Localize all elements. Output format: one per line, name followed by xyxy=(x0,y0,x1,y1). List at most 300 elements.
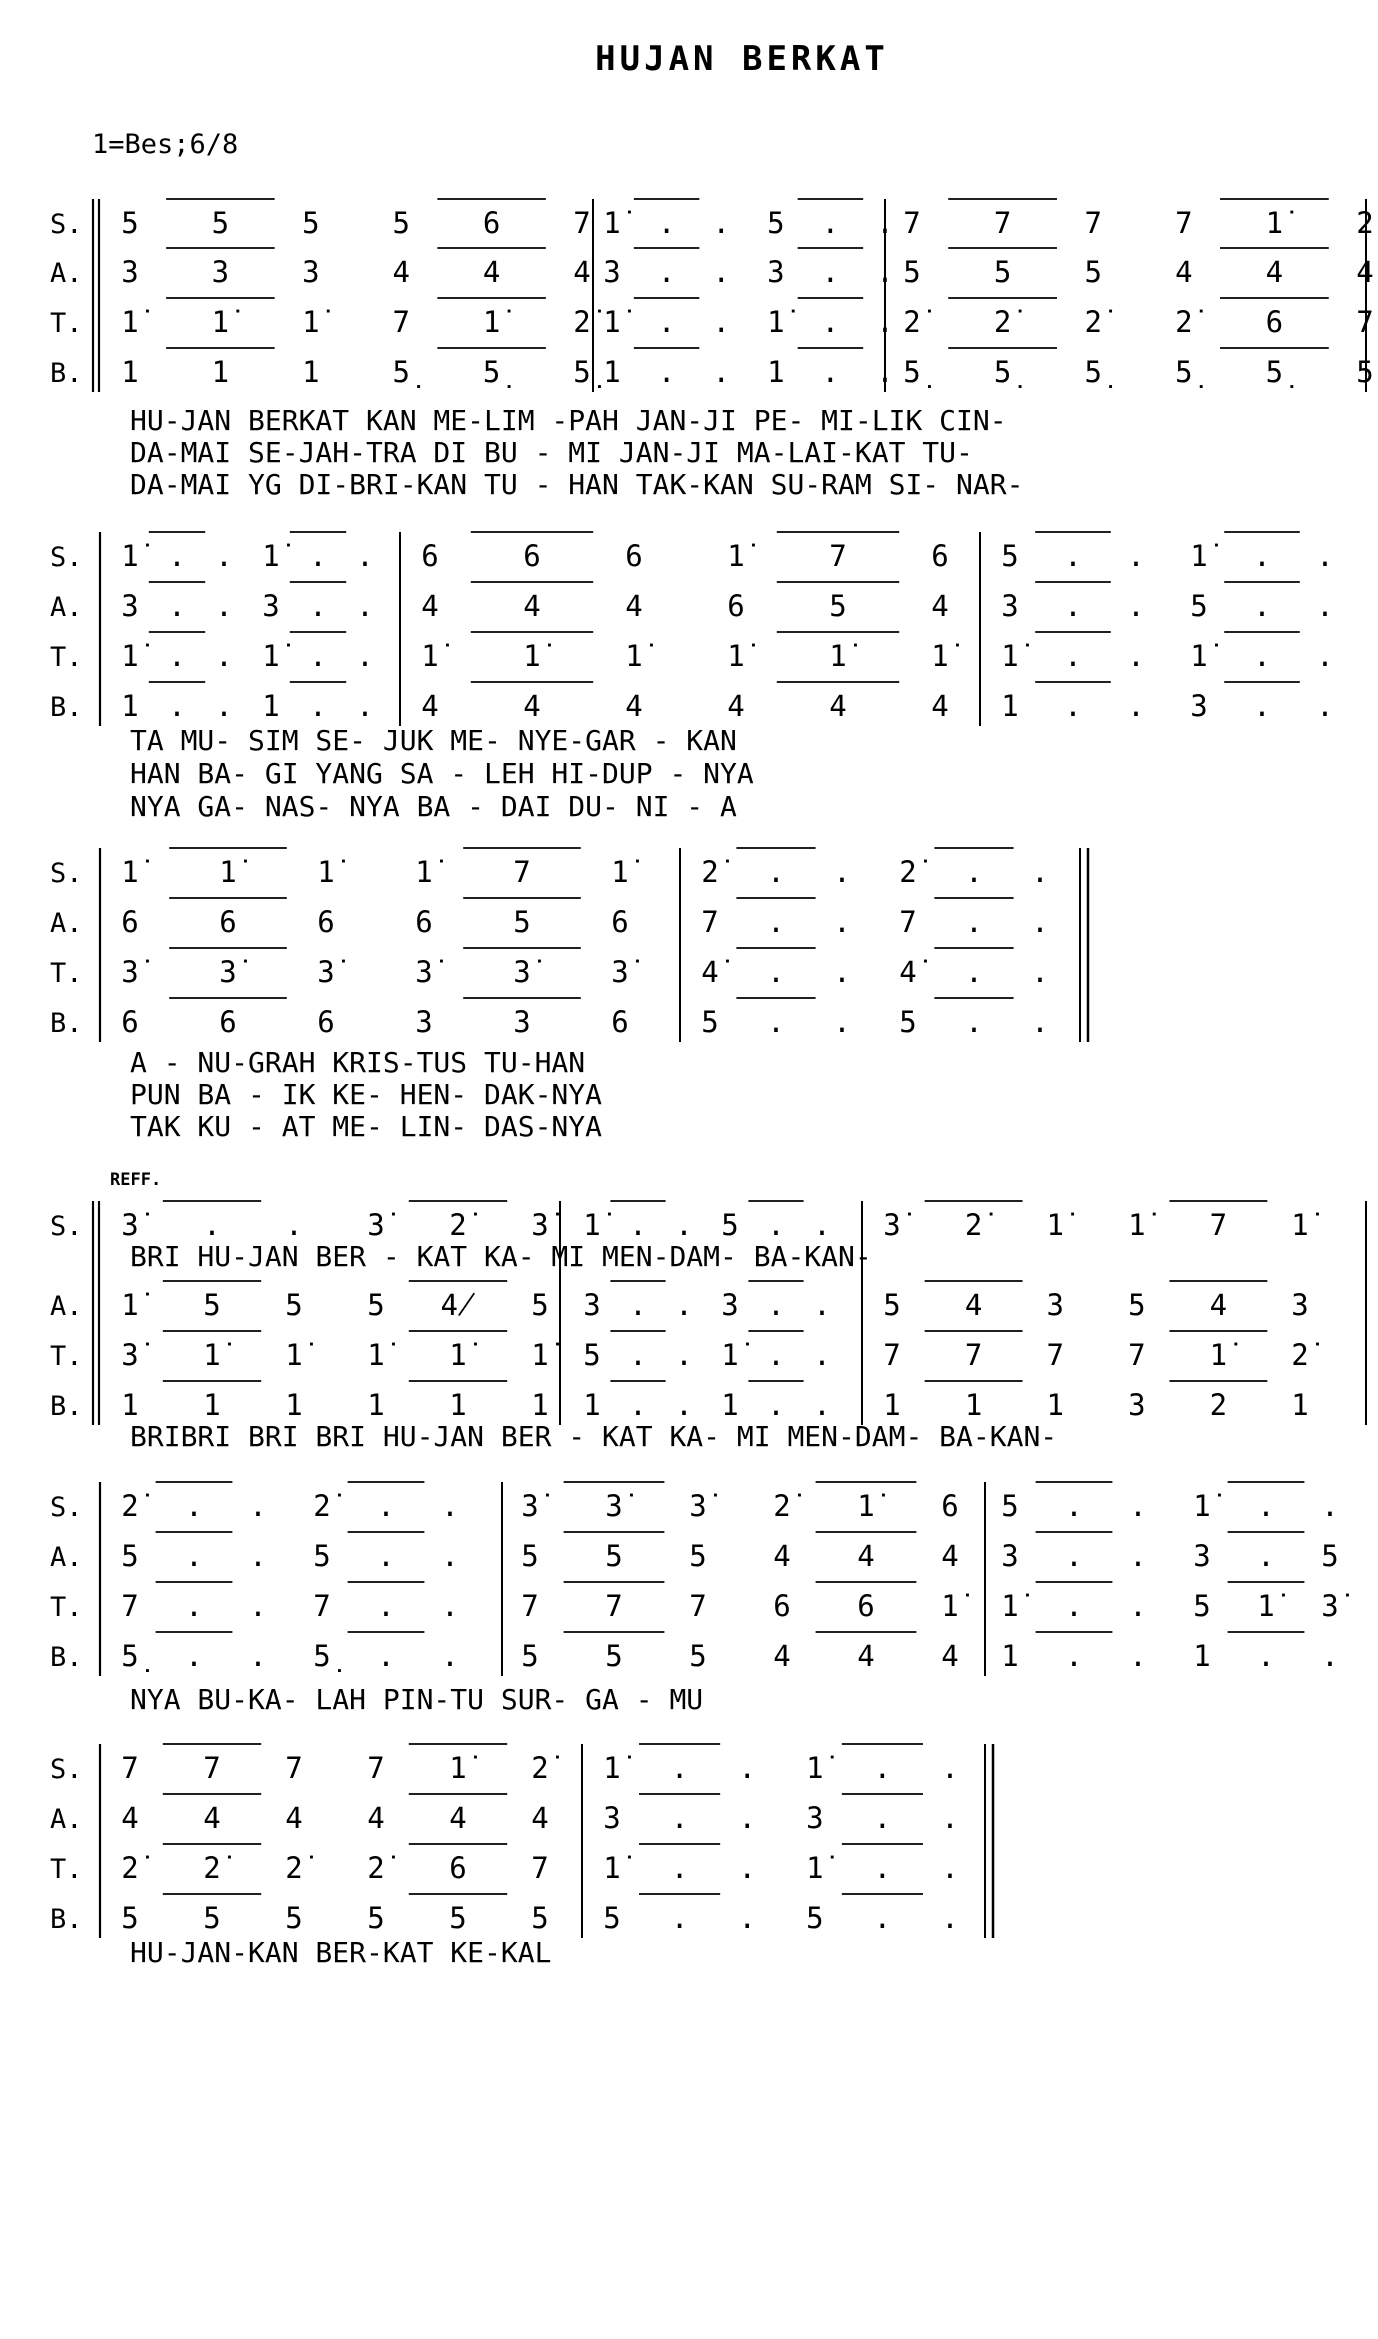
voice-3-note: 5 xyxy=(367,1901,385,1935)
voice-2-note: . xyxy=(767,1388,785,1422)
key-signature: 1=Bes;6/8 xyxy=(92,129,239,160)
voice-0-note: . xyxy=(1129,1489,1147,1523)
voice-3-note: 6 xyxy=(121,1005,139,1039)
voice-label: S. xyxy=(50,1492,83,1523)
voice-3-note: 1 xyxy=(1193,1639,1211,1673)
voice-1-note: 3 xyxy=(767,255,785,289)
voice-3-note: . xyxy=(876,355,894,389)
voice-label: T. xyxy=(50,1341,83,1372)
voice-1-note: 4 xyxy=(523,589,541,623)
voice-1-note: . xyxy=(965,905,983,939)
voice-1-note: 5 xyxy=(313,1539,331,1573)
voice-2-note: 2̇ xyxy=(1084,305,1102,339)
voice-label-s: S. xyxy=(50,1211,83,1242)
voice-3-note: 3 xyxy=(415,1005,433,1039)
voice-1-note: . xyxy=(441,1539,459,1573)
voice-1-note: 1̇ xyxy=(721,1338,739,1372)
voice-1-note: . xyxy=(168,589,186,623)
voice-2-note: . xyxy=(1064,639,1082,673)
voice-1-note: 6 xyxy=(415,905,433,939)
voice-label: A. xyxy=(50,592,83,623)
voice-0-note: 1̇ xyxy=(219,855,237,889)
voice-3-note: . xyxy=(712,355,730,389)
soprano-note: 3̇ xyxy=(121,1208,139,1242)
voice-1-note: 4 xyxy=(285,1801,303,1835)
voice-1-note: . xyxy=(185,1539,203,1573)
voice-2-note: . xyxy=(876,305,894,339)
voice-1-note: 3 xyxy=(262,589,280,623)
voice-0-note: 1̇ xyxy=(415,855,433,889)
voice-0-note: 6 xyxy=(523,539,541,573)
voice-0-note: 1̇ xyxy=(1193,1489,1211,1523)
voice-2-note: 2̇ xyxy=(1175,305,1193,339)
voice-1-note: 7 xyxy=(899,905,917,939)
voice-3-note: 5̣ xyxy=(482,355,501,389)
voice-3-note: 4 xyxy=(773,1639,791,1673)
voice-2-note: 6 xyxy=(449,1851,467,1885)
voice-3-note: 4 xyxy=(523,689,541,723)
voice-2-note: . xyxy=(833,955,851,989)
voice-label: S. xyxy=(50,542,83,573)
voice-1-note: . xyxy=(941,1801,959,1835)
voice-3-note: 5 xyxy=(605,1639,623,1673)
voice-0-note: . xyxy=(767,1288,785,1322)
soprano-note: 1̇ xyxy=(1291,1208,1309,1242)
voice-3-note: 5̣ xyxy=(121,1639,139,1673)
voice-0-note: 1̇ xyxy=(857,1489,875,1523)
voice-2-note: 2̇ xyxy=(367,1851,385,1885)
lyric-line: HU-JAN BERKAT KAN ME-LIM -PAH JAN-JI PE- MI-LIK CIN- xyxy=(130,404,1007,437)
voice-2-note: 7 xyxy=(1356,305,1374,339)
voice-0-note: . xyxy=(249,1489,267,1523)
voice-2-note: . xyxy=(168,639,186,673)
voice-1-note: 7 xyxy=(883,1338,901,1372)
voice-2-note: 1̇ xyxy=(1001,1589,1019,1623)
voice-2-note: . xyxy=(873,1851,892,1885)
voice-2-note: 1 xyxy=(449,1388,467,1422)
lyric-line: PUN BA - IK KE- HEN- DAK-NYA xyxy=(130,1078,603,1111)
voice-3-note: 4 xyxy=(931,689,949,723)
voice-3-note: 5̣ xyxy=(1356,355,1374,389)
voice-0-note: 1̇ xyxy=(806,1751,824,1785)
voice-1-note: . xyxy=(1065,1539,1083,1573)
voice-3-note: . xyxy=(941,1901,959,1935)
voice-3-note: 6 xyxy=(219,1005,237,1039)
voice-3-note: . xyxy=(670,1901,689,1935)
voice-3-note: . xyxy=(965,1005,983,1039)
voice-3-note: 5 xyxy=(806,1901,824,1935)
voice-1-note: 1̇ xyxy=(449,1338,467,1372)
voice-2-note: 1̇ xyxy=(727,639,745,673)
voice-1-note: 4 xyxy=(1356,255,1374,289)
voice-0-note: 2̇ xyxy=(531,1751,549,1785)
voice-1-note: 6 xyxy=(727,589,745,623)
voice-label: T. xyxy=(50,642,83,673)
voice-2-note: . xyxy=(309,639,327,673)
voice-3-note: . xyxy=(1065,1639,1083,1673)
voice-2-note: 1̇ xyxy=(482,305,501,339)
voice-2-note: 4̇ xyxy=(701,955,719,989)
voice-0-note: 7 xyxy=(367,1751,385,1785)
voice-0-note: 4 xyxy=(964,1288,983,1322)
voice-2-note: . xyxy=(1253,639,1271,673)
voice-0-note: 1̇ xyxy=(611,855,629,889)
voice-3-note: 4 xyxy=(421,689,439,723)
voice-3-note: . xyxy=(1064,689,1082,723)
voice-2-note: 1̇ xyxy=(211,305,230,339)
voice-label: S. xyxy=(50,1754,83,1785)
voice-2-note: . xyxy=(670,1851,689,1885)
voice-2-note: 2̇ xyxy=(993,305,1012,339)
voice-label: B. xyxy=(50,692,83,723)
voice-1-note: 6 xyxy=(317,905,335,939)
voice-1-note: 1̇ xyxy=(203,1338,221,1372)
voice-0-note: 7 xyxy=(903,206,921,240)
voice-1-note: 4 xyxy=(421,589,439,623)
voice-0-note: . xyxy=(833,855,851,889)
soprano-note: . xyxy=(203,1208,221,1242)
voice-3-note: 1 xyxy=(302,355,320,389)
lyric-line: TA MU- SIM SE- JUK ME- NYE-GAR - KAN xyxy=(130,724,737,757)
voice-1-note: . xyxy=(833,905,851,939)
voice-2-note: 1̇ xyxy=(523,639,541,673)
voice-0-note: . xyxy=(168,539,186,573)
voice-3-note: 5 xyxy=(521,1639,539,1673)
voice-1-note: 1̇ xyxy=(531,1338,549,1372)
voice-2-note: . xyxy=(1031,955,1049,989)
lyric-line: HAN BA- GI YANG SA - LEH HI-DUP - NYA xyxy=(130,757,754,790)
voice-1-note: 5 xyxy=(583,1338,601,1372)
voice-3-note: 4 xyxy=(727,689,745,723)
voice-0-note: 4 xyxy=(1209,1288,1228,1322)
voice-0-note: 5 xyxy=(1001,539,1019,573)
voice-0-note: 5 xyxy=(531,1288,549,1322)
voice-3-note: 1 xyxy=(1001,689,1019,723)
voice-0-note: 7 xyxy=(285,1751,303,1785)
voice-1-note: 3 xyxy=(603,255,621,289)
voice-2-note: . xyxy=(215,639,233,673)
voice-3-note: . xyxy=(356,689,374,723)
voice-label: B. xyxy=(50,358,83,389)
voice-1-note: . xyxy=(712,255,730,289)
voice-1-note: . xyxy=(1316,589,1334,623)
reff-label: REFF. xyxy=(110,1170,162,1190)
voice-0-note: 3 xyxy=(721,1288,739,1322)
voice-0-note: 1̇ xyxy=(449,1751,467,1785)
voice-1-note: 4 xyxy=(449,1801,467,1835)
voice-3-note: 6 xyxy=(611,1005,629,1039)
voice-2-note: 3̇ xyxy=(121,955,139,989)
voice-1-note: . xyxy=(309,589,327,623)
voice-1-note: 4 xyxy=(857,1539,875,1573)
soprano-note: . xyxy=(767,1208,785,1242)
voice-1-note: 3 xyxy=(1001,589,1019,623)
voice-0-note: 7 xyxy=(1175,206,1193,240)
voice-label: T. xyxy=(50,308,83,339)
soprano-note: 5 xyxy=(721,1208,739,1242)
voice-1-note: . xyxy=(1064,589,1082,623)
voice-2-note: . xyxy=(1129,1589,1147,1623)
voice-0-note: 3 xyxy=(1291,1288,1309,1322)
voice-1-note: . xyxy=(629,1338,647,1372)
voice-2-note: 1 xyxy=(583,1388,601,1422)
soprano-note: 2̇ xyxy=(449,1208,467,1242)
voice-1-note: 4 xyxy=(931,589,949,623)
voice-2-note: 6 xyxy=(773,1589,791,1623)
voice-1-note: 4 xyxy=(573,255,591,289)
voice-1-note: 5 xyxy=(903,255,921,289)
voice-0-note: . xyxy=(712,206,730,240)
voice-2-note: . xyxy=(356,639,374,673)
voice-2-note: 1̇ xyxy=(625,639,643,673)
voice-2-note: . xyxy=(813,1388,831,1422)
voice-1-note: 4 xyxy=(531,1801,549,1835)
voice-3-note: 1 xyxy=(262,689,280,723)
voice-1-note: 3 xyxy=(121,255,139,289)
voice-3-note: . xyxy=(168,689,186,723)
voice-1-note: . xyxy=(1129,1539,1147,1573)
voice-0-note: 2̇ xyxy=(899,855,917,889)
voice-0-note: . xyxy=(1031,855,1049,889)
lyric-line: BRI HU-JAN BER - KAT KA- MI MEN-DAM- BA-KAN- xyxy=(130,1240,872,1273)
voice-1-note: . xyxy=(657,255,676,289)
voice-label: A. xyxy=(50,1291,83,1322)
voice-2-note: 1 xyxy=(721,1388,739,1422)
voice-3-note: 5̣ xyxy=(1084,355,1102,389)
voice-3-note: 5̣ xyxy=(392,355,410,389)
voice-0-note: 2̇ xyxy=(701,855,719,889)
voice-3-note: 5 xyxy=(701,1005,719,1039)
voice-2-note: 2̇ xyxy=(121,1851,139,1885)
voice-0-note: 7 xyxy=(573,206,591,240)
lyric-line: DA-MAI YG DI-BRI-KAN TU - HAN TAK-KAN SU-RAM SI- NAR- xyxy=(130,468,1024,501)
voice-0-note: . xyxy=(356,539,374,573)
voice-3-note: 5 xyxy=(689,1639,707,1673)
voice-2-note: 3̇ xyxy=(415,955,433,989)
voice-3-note: . xyxy=(738,1901,756,1935)
voice-3-note: . xyxy=(1257,1639,1275,1673)
voice-1-note: 3 xyxy=(1001,1539,1019,1573)
voice-0-note: . xyxy=(813,1288,831,1322)
voice-2-note: 7 xyxy=(121,1589,139,1623)
voice-1-note: 7 xyxy=(701,905,719,939)
voice-0-note: . xyxy=(670,1751,689,1785)
voice-2-note: . xyxy=(249,1589,267,1623)
voice-label: T. xyxy=(50,958,83,989)
voice-2-note: 1̇ xyxy=(1190,639,1208,673)
voice-0-note: 4̸ xyxy=(440,1288,476,1322)
voice-2-note: . xyxy=(965,955,983,989)
voice-1-note: 5 xyxy=(689,1539,707,1573)
lyric-line: BRIBRI BRI BRI HU-JAN BER - KAT KA- MI MEN-DAM- BA-KAN- xyxy=(130,1420,1058,1453)
voice-2-note: 1 xyxy=(1291,1388,1309,1422)
voice-3-note: . xyxy=(873,1901,892,1935)
voice-1-note: 4 xyxy=(1175,255,1193,289)
voice-2-note: . xyxy=(441,1589,459,1623)
voice-2-note: 3̇ xyxy=(317,955,335,989)
voice-1-note: . xyxy=(1253,589,1271,623)
voice-1-note: . xyxy=(670,1801,689,1835)
voice-1-note: 3 xyxy=(211,255,230,289)
voice-3-note: 5 xyxy=(899,1005,917,1039)
voice-2-note: 1 xyxy=(1046,1388,1064,1422)
voice-3-note: . xyxy=(1321,1639,1339,1673)
voice-1-note: 1̇ xyxy=(1209,1338,1228,1372)
voice-2-note: 1̇ xyxy=(603,1851,621,1885)
voice-0-note: . xyxy=(821,206,840,240)
voice-1-note: 4 xyxy=(392,255,410,289)
voice-0-note: 3 xyxy=(583,1288,601,1322)
voice-0-note: . xyxy=(1316,539,1334,573)
voice-1-note: . xyxy=(767,1338,785,1372)
soprano-note: 3̇ xyxy=(531,1208,549,1242)
voice-label: B. xyxy=(50,1391,83,1422)
voice-2-note: 7 xyxy=(521,1589,539,1623)
soprano-note: . xyxy=(285,1208,303,1242)
voice-0-note: 6 xyxy=(941,1489,959,1523)
soprano-note: . xyxy=(629,1208,647,1242)
voice-0-note: 6 xyxy=(931,539,949,573)
voice-label: A. xyxy=(50,908,83,939)
voice-1-note: 1̇ xyxy=(285,1338,303,1372)
voice-3-note: 5 xyxy=(531,1901,549,1935)
voice-0-note: 5 xyxy=(367,1288,385,1322)
voice-3-note: 5̣ xyxy=(903,355,921,389)
voice-0-note: . xyxy=(1127,539,1145,573)
voice-0-note: 1̇ xyxy=(1190,539,1208,573)
voice-3-note: 1 xyxy=(603,355,621,389)
soprano-note: 1̇ xyxy=(1046,1208,1064,1242)
voice-2-note: 7 xyxy=(689,1589,707,1623)
soprano-note: 1̇ xyxy=(583,1208,601,1242)
voice-2-note: . xyxy=(1127,639,1145,673)
voice-0-note: 1̇ xyxy=(121,855,139,889)
voice-1-note: 4 xyxy=(941,1539,959,1573)
soprano-note: 3̇ xyxy=(367,1208,385,1242)
voice-3-note: 5 xyxy=(121,1901,139,1935)
voice-0-note: . xyxy=(1253,539,1271,573)
voice-2-note: 1 xyxy=(964,1388,983,1422)
voice-0-note: 2̇ xyxy=(1356,206,1374,240)
voice-0-note: 1̇ xyxy=(727,539,745,573)
voice-label: B. xyxy=(50,1008,83,1039)
voice-2-note: 7 xyxy=(531,1851,549,1885)
voice-1-note: 7 xyxy=(1128,1338,1146,1372)
voice-label: A. xyxy=(50,1542,83,1573)
voice-1-note: 4 xyxy=(203,1801,221,1835)
voice-2-note: 1̇ xyxy=(1257,1589,1275,1623)
voice-2-note: 1̇ xyxy=(941,1589,959,1623)
soprano-note: . xyxy=(813,1208,831,1242)
voice-0-note: 1̇ xyxy=(317,855,335,889)
voice-3-note: . xyxy=(377,1639,395,1673)
voice-1-note: 5 xyxy=(1321,1539,1339,1573)
voice-0-note: 3̇ xyxy=(521,1489,539,1523)
voice-1-note: 7 xyxy=(964,1338,983,1372)
voice-2-note: . xyxy=(185,1589,203,1623)
voice-2-note: 1̇ xyxy=(121,639,139,673)
voice-0-note: 3̇ xyxy=(689,1489,707,1523)
voice-3-note: 5 xyxy=(285,1901,303,1935)
voice-0-note: 7 xyxy=(993,206,1012,240)
voice-1-note: . xyxy=(1031,905,1049,939)
voice-0-note: . xyxy=(873,1751,892,1785)
voice-3-note: . xyxy=(1127,689,1145,723)
voice-2-note: . xyxy=(767,955,785,989)
voice-2-note: 1 xyxy=(531,1388,549,1422)
voice-1-note: 5 xyxy=(121,1539,139,1573)
voice-3-note: 5̣ xyxy=(993,355,1012,389)
voice-2-note: . xyxy=(738,1851,756,1885)
voice-1-note: . xyxy=(1257,1539,1275,1573)
voice-1-note: . xyxy=(738,1801,756,1835)
voice-0-note: . xyxy=(215,539,233,573)
voice-2-note: 7 xyxy=(605,1589,623,1623)
voice-2-note: 1̇ xyxy=(806,1851,824,1885)
voice-0-note: 7 xyxy=(203,1751,221,1785)
voice-2-note: 2 xyxy=(1209,1388,1228,1422)
voice-0-note: 5 xyxy=(285,1288,303,1322)
voice-3-note: 5 xyxy=(603,1901,621,1935)
voice-0-note: 2̇ xyxy=(313,1489,331,1523)
voice-0-note: . xyxy=(309,539,327,573)
voice-3-note: . xyxy=(1129,1639,1147,1673)
voice-0-note: 1̇ xyxy=(603,1751,621,1785)
voice-2-note: 2̇ xyxy=(285,1851,303,1885)
soprano-note: 7 xyxy=(1209,1208,1228,1242)
voice-2-note: 1̇ xyxy=(829,639,847,673)
voice-2-note: 3 xyxy=(1128,1388,1146,1422)
voice-2-note: 3̇ xyxy=(611,955,629,989)
voice-1-note: 5 xyxy=(1084,255,1102,289)
voice-0-note: 1̇ xyxy=(121,539,139,573)
voice-3-note: . xyxy=(1316,689,1334,723)
voice-2-note: 1̇ xyxy=(421,639,439,673)
voice-1-note: 5 xyxy=(993,255,1012,289)
voice-3-note: 5̣ xyxy=(573,355,591,389)
voice-0-note: 1̇ xyxy=(121,1288,139,1322)
voice-1-note: 3 xyxy=(603,1801,621,1835)
voice-1-note: 3̇ xyxy=(121,1338,139,1372)
voice-3-note: 1 xyxy=(121,689,139,723)
voice-0-note: . xyxy=(767,855,785,889)
voice-label: T. xyxy=(50,1854,83,1885)
voice-0-note: 1̇ xyxy=(603,206,621,240)
voice-0-note: 5 xyxy=(302,206,320,240)
voice-0-note: 5 xyxy=(1001,1489,1019,1523)
voice-3-note: 5̣ xyxy=(313,1639,331,1673)
voice-0-note: . xyxy=(1065,1489,1083,1523)
voice-2-note: 6 xyxy=(1265,305,1284,339)
voice-3-note: 3 xyxy=(1190,689,1208,723)
voice-2-note: . xyxy=(941,1851,959,1885)
voice-label: B. xyxy=(50,1642,83,1673)
voice-0-note: . xyxy=(441,1489,459,1523)
voice-0-note: 5 xyxy=(1128,1288,1146,1322)
page-title: HUJAN BERKAT xyxy=(595,39,889,79)
voice-3-note: 6 xyxy=(317,1005,335,1039)
voice-1-note: . xyxy=(767,905,785,939)
voice-2-note: 3̇ xyxy=(219,955,237,989)
voice-1-note: . xyxy=(876,255,894,289)
voice-2-note: 1̇ xyxy=(767,305,785,339)
voice-3-note: . xyxy=(185,1639,203,1673)
soprano-note: . xyxy=(675,1208,693,1242)
voice-2-note: 1̇ xyxy=(262,639,280,673)
lyric-line: TAK KU - AT ME- LIN- DAS-NYA xyxy=(130,1110,603,1143)
voice-1-note: . xyxy=(356,589,374,623)
voice-0-note: 7 xyxy=(513,855,531,889)
